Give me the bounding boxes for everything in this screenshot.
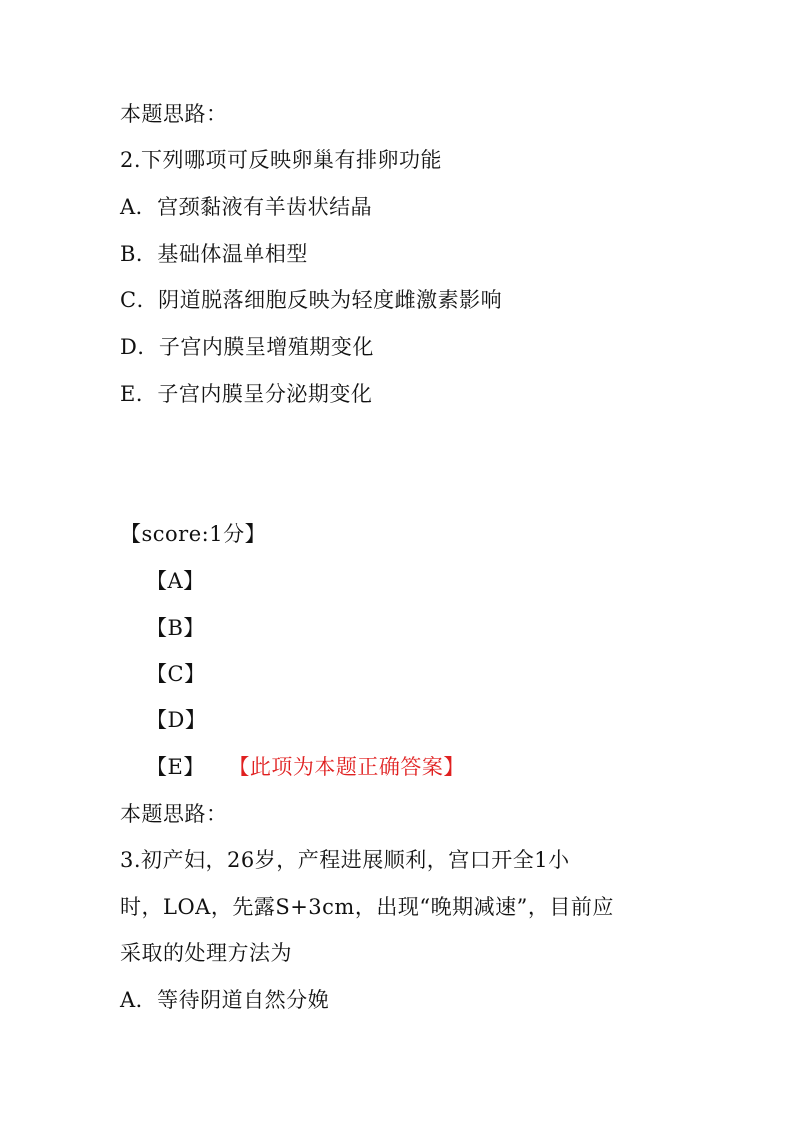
correct-answer-mark: 【此项为本题正确答案】	[238, 755, 465, 779]
answer-option-b: 【B】	[146, 616, 205, 640]
option-c: C．阴道脱落细胞反映为轻度雌激素影响	[120, 288, 503, 312]
option-d: D．子宫内膜呈增殖期变化	[120, 335, 374, 359]
option-a: A．宫颈黏液有羊齿状结晶	[120, 195, 373, 219]
option-e: E．子宫内膜呈分泌期变化	[120, 382, 373, 406]
answer-option-d: 【D】	[146, 708, 207, 732]
answer-option-e: 【E】	[146, 755, 205, 779]
score-label: 【score:1分】	[120, 522, 267, 546]
question-stem-line-1: 3.初产妇，26岁，产程进展顺利，宫口开全1小	[120, 848, 570, 872]
answer-option-a: 【A】	[146, 569, 205, 593]
question-stem: 2.下列哪项可反映卵巢有排卵功能	[120, 148, 443, 172]
option-b: B．基础体温单相型	[120, 242, 308, 266]
option-a: A．等待阴道自然分娩	[120, 988, 330, 1012]
answer-option-e-row	[146, 753, 465, 781]
question-stem-line-2: 时，LOA，先露S+3cm，出现“晚期减速”，目前应	[120, 895, 614, 919]
answer-option-c: 【C】	[146, 662, 206, 686]
analysis-label: 本题思路：	[120, 802, 228, 826]
question-stem-line-3: 采取的处理方法为	[120, 941, 292, 965]
analysis-label: 本题思路：	[120, 102, 228, 126]
